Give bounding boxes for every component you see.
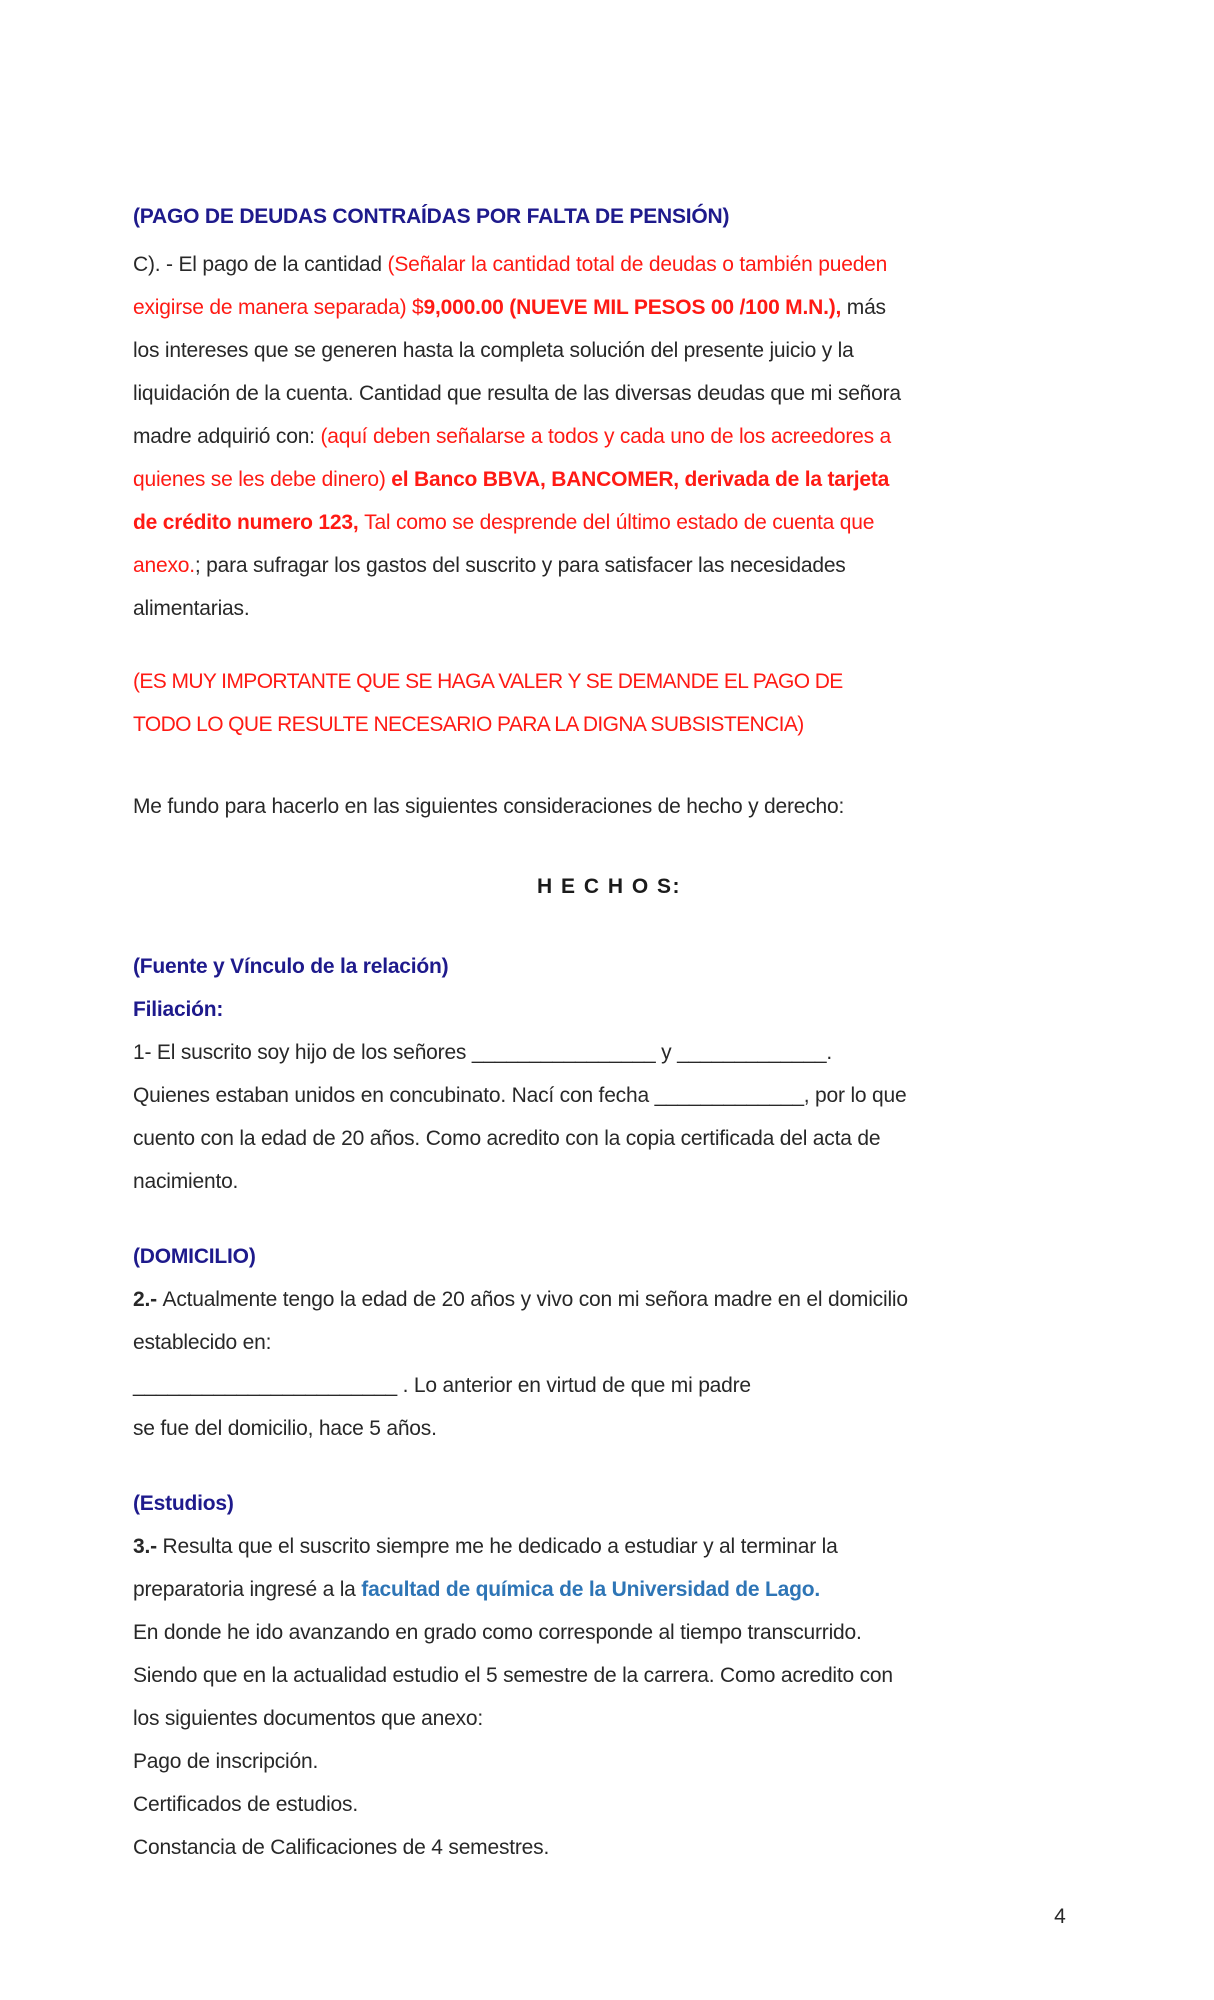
document-line	[133, 372, 1085, 415]
text-segment: Resulta que el suscrito siempre me he dedicado a estudiar y al terminar la	[162, 1535, 838, 1558]
text-segment: ; para sufragar los gastos del suscrito y para satisfacer las necesidades	[194, 554, 846, 577]
page-number: 4	[1054, 1905, 1066, 1928]
document-line	[133, 1525, 1085, 1568]
text-segment: Filiación:	[133, 998, 224, 1021]
text-segment: (Señalar la cantidad total de deudas o también pueden	[387, 253, 888, 276]
heading-hechos	[133, 865, 1085, 908]
text-segment: En donde he ido avanzando en grado como corresponde al tiempo transcurrido.	[133, 1621, 862, 1644]
text-segment: Tal como se desprende del último estado de cuenta que	[364, 511, 875, 534]
document-line	[133, 785, 1085, 828]
document-line	[133, 1482, 1085, 1525]
text-segment: Quienes estaban unidos en concubinato. Nací con fecha _____________, por lo que	[133, 1084, 907, 1107]
text-segment: Me fundo para hacerlo en las siguientes consideraciones de hecho y derecho:	[133, 795, 845, 818]
document-line	[133, 1278, 1085, 1321]
para-importante	[133, 660, 1085, 746]
text-segment: Siendo que en la actualidad estudio el 5 semestre de la carrera. Como acredito con	[133, 1664, 893, 1687]
para-me-fundo	[133, 785, 1085, 828]
document-body	[133, 195, 1085, 1869]
para-pago-cantidad	[133, 243, 1085, 630]
text-segment: Constancia de Calificaciones de 4 semestres.	[133, 1836, 550, 1859]
document-line	[133, 660, 1085, 703]
text-segment: preparatoria ingresé a la	[133, 1578, 362, 1601]
document-line	[133, 1826, 1085, 1869]
text-segment: nacimiento.	[133, 1170, 239, 1193]
text-segment: 2.-	[133, 1288, 163, 1311]
text-segment: Actualmente tengo la edad de 20 años y vivo con mi señora madre en el domicilio	[162, 1288, 908, 1311]
text-segment: anexo.	[133, 554, 195, 577]
text-segment: más	[846, 296, 886, 319]
document-line	[133, 415, 1085, 458]
document-line	[133, 1117, 1085, 1160]
text-segment: _______________________ . Lo anterior en virtud de que mi padre	[133, 1374, 751, 1397]
document-line	[133, 1611, 1085, 1654]
text-segment: H E C H O S:	[536, 875, 681, 898]
document-line	[133, 458, 1085, 501]
text-segment: el Banco BBVA, BANCOMER, derivada de la tarjeta	[391, 468, 890, 491]
document-line	[133, 945, 1085, 988]
document-line	[133, 286, 1085, 329]
text-segment: (Estudios)	[133, 1492, 234, 1515]
text-segment: establecido en:	[133, 1331, 272, 1354]
section-estudios	[133, 1482, 1085, 1869]
text-segment: Certificados de estudios.	[133, 1793, 358, 1816]
text-segment: TODO LO QUE RESULTE NECESARIO PARA LA DIGNA SUBSISTENCIA)	[133, 713, 804, 736]
text-segment: facultad de química de la Universidad de Lago.	[361, 1578, 821, 1601]
document-line	[133, 1074, 1085, 1117]
text-segment: exigirse de manera separada) $	[133, 296, 424, 319]
document-line	[133, 988, 1085, 1031]
text-segment: cuento con la edad de 20 años. Como acredito con la copia certificada del acta de	[133, 1127, 881, 1150]
text-segment: de crédito numero 123,	[133, 511, 365, 534]
document-line	[133, 865, 1085, 908]
text-segment: 1- El suscrito soy hijo de los señores ________________ y _____________.	[133, 1041, 832, 1064]
document-line	[133, 1407, 1085, 1450]
text-segment: 3.-	[133, 1535, 163, 1558]
document-line	[133, 1568, 1085, 1611]
text-segment: C). - El pago de la cantidad	[133, 253, 388, 276]
document-line	[133, 1321, 1085, 1364]
heading-pago-deudas	[133, 195, 1085, 238]
text-segment: liquidación de la cuenta. Cantidad que resulta de las diversas deudas que mi señora	[133, 382, 901, 405]
text-segment: 9,000.00 (NUEVE MIL PESOS 00 /100 M.N.),	[423, 296, 847, 319]
text-segment: quienes se les debe dinero)	[133, 468, 392, 491]
document-line	[133, 1160, 1085, 1203]
text-segment: se fue del domicilio, hace 5 años.	[133, 1417, 437, 1440]
text-segment: (ES MUY IMPORTANTE QUE SE HAGA VALER Y SE DEMANDE EL PAGO DE	[133, 670, 843, 693]
section-domicilio	[133, 1235, 1085, 1450]
document-line	[133, 1031, 1085, 1074]
text-segment: (aquí deben señalarse a todos y cada uno de los acreedores a	[320, 425, 892, 448]
text-segment: los intereses que se generen hasta la completa solución del presente juicio y la	[133, 339, 854, 362]
document-line	[133, 195, 1085, 238]
document-line	[133, 703, 1085, 746]
text-segment: (DOMICILIO)	[133, 1245, 256, 1268]
document-line	[133, 587, 1085, 630]
text-segment: los siguientes documentos que anexo:	[133, 1707, 484, 1730]
document-line	[133, 1364, 1085, 1407]
document-line	[133, 501, 1085, 544]
text-segment: Pago de inscripción.	[133, 1750, 319, 1773]
document-line	[133, 1783, 1085, 1826]
document-line	[133, 1654, 1085, 1697]
document-line	[133, 1697, 1085, 1740]
text-segment: alimentarias.	[133, 597, 250, 620]
text-segment: (Fuente y Vínculo de la relación)	[133, 955, 449, 978]
document-line	[133, 544, 1085, 587]
text-segment: (PAGO DE DEUDAS CONTRAÍDAS POR FALTA DE PENSIÓN)	[133, 205, 730, 228]
document-line	[133, 243, 1085, 286]
document-line	[133, 1740, 1085, 1783]
section-filiacion	[133, 945, 1085, 1203]
document-line	[133, 329, 1085, 372]
text-segment: madre adquirió con:	[133, 425, 321, 448]
document-line	[133, 1235, 1085, 1278]
